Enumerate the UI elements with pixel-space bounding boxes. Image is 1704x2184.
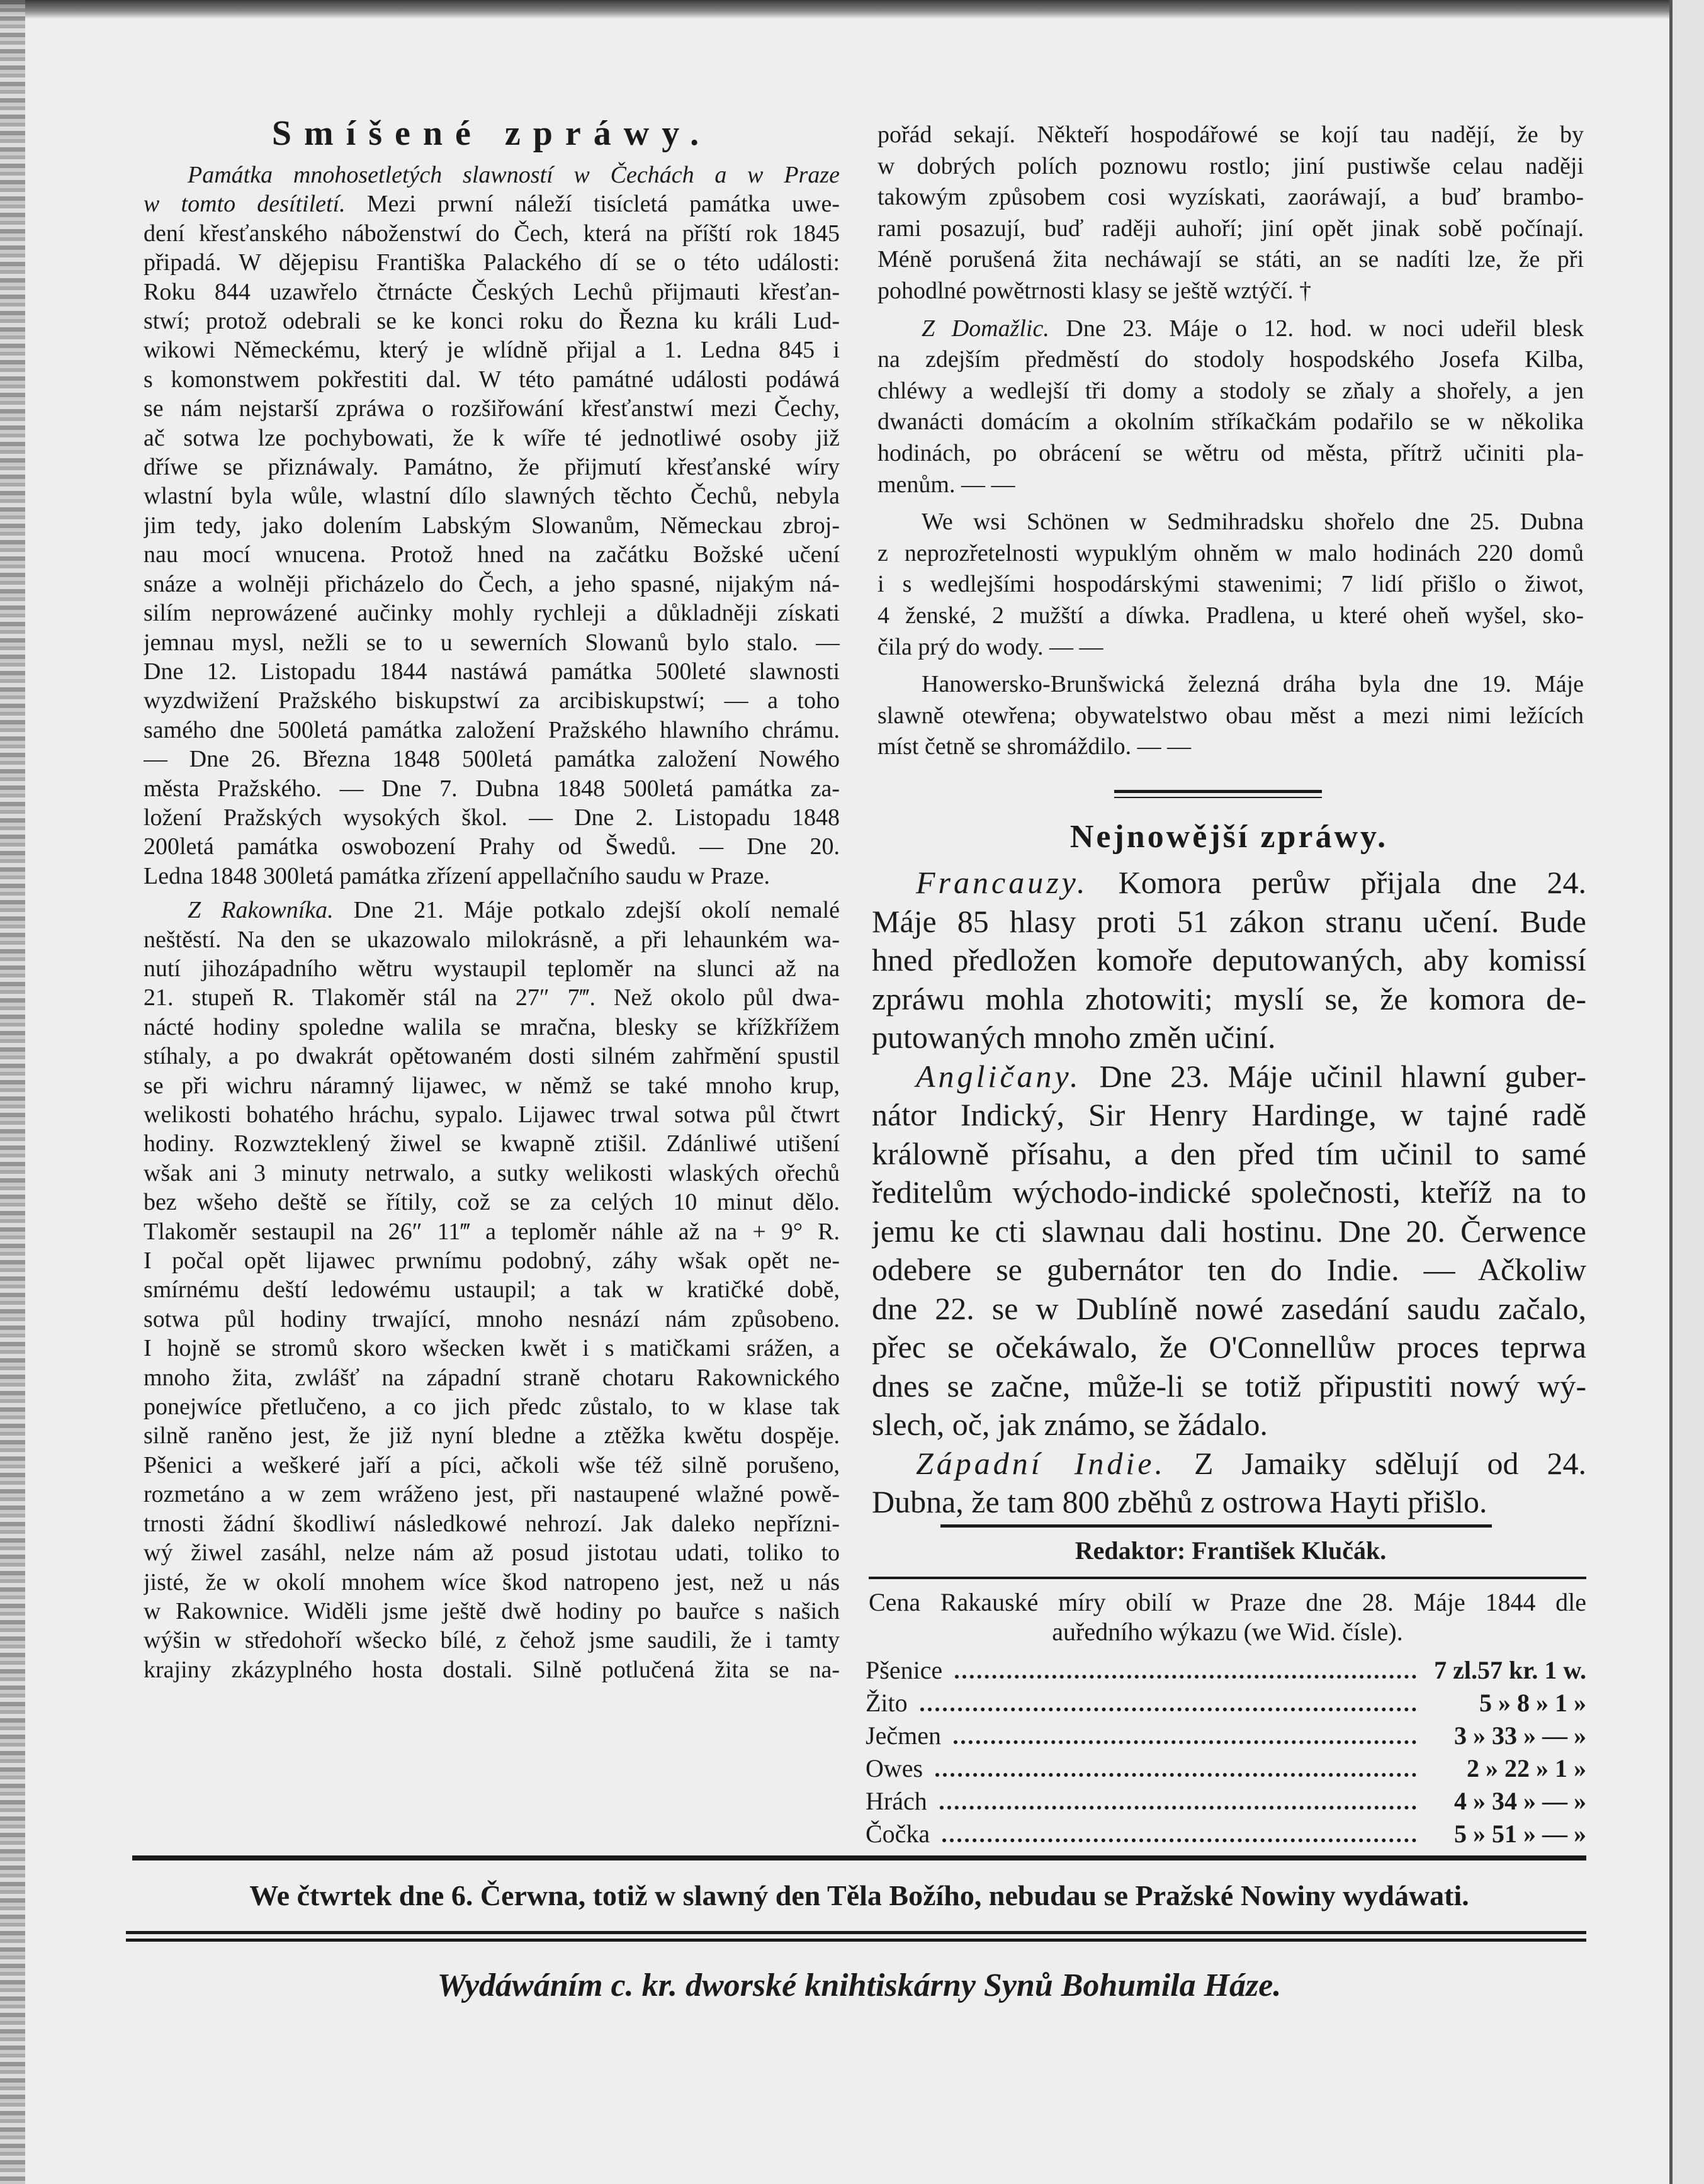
- text-line: jim tedy, jako dolením Labským Slowanům, Německau zbroj-: [144, 512, 840, 539]
- text-line: dwanácti domácím a okolním stříkačkám podařilo se w několika: [877, 408, 1584, 436]
- text-line: wyzdwižení Pražského biskupstwí za arcibiskupstwí; — a toho: [144, 687, 840, 714]
- text-line: ač sotwa lze pochybowati, že k wíře té jednotliwé osoby již: [144, 424, 840, 451]
- text-line: Dne 12. Listopadu 1844 nastáwá památka 500leté slawnosti: [144, 658, 840, 685]
- text-line: rami posazují, buď raději auhoří; jiní opět jinak sobě počínají.: [877, 215, 1584, 242]
- text-line: wlastní byla wůle, wlastní dílo slawných těchto Čechů, nebyla: [144, 483, 840, 510]
- text-line: slech, oč, jak známo, se žádalo.: [872, 1407, 1268, 1442]
- text-line: takowým způsobem cosi wyzískati, zaoráwají, a buď brambo-: [877, 184, 1584, 211]
- text-line: s komonstwem pokřestiti dal. W této památné události podáwá: [144, 366, 840, 393]
- text-line: wýšin w středohoří wšecko bílé, z čehož jsme saudili, že i tamty: [144, 1627, 840, 1654]
- text-line: slawně otewřena; obywatelstwo obau měst a mezi nimi ležících: [877, 702, 1584, 729]
- text-line: [872, 1444, 1586, 1483]
- line-text: Komora perůw přijala dne 24.: [1088, 865, 1586, 900]
- text-line: Méně porušená žita necháwají se státi, an se nadíti lze, že při: [877, 246, 1584, 273]
- price-row: [866, 1654, 1586, 1687]
- lead-italic: w tomto desítiletí.: [144, 191, 346, 218]
- right-column-top: [877, 120, 1584, 769]
- text-line: čila prý do wody. — —: [877, 633, 1103, 660]
- divider-rule: [940, 1524, 1492, 1528]
- double-rule: [126, 1939, 1586, 1942]
- text-line: hodinách, po obrácení se wětru od města, přítrž učiniti pla-: [877, 439, 1584, 466]
- grain-name: Ječmen: [866, 1721, 941, 1750]
- grain-price: 3 » 33 » — »: [1454, 1721, 1586, 1750]
- text-line: sotwa půl hodiny trwající, mnoho nesnází nám způsobeno.: [144, 1305, 840, 1332]
- text-line: w Rakownice. Widěli jsme ještě dwě hodiny po bauřce s našich: [144, 1597, 840, 1624]
- editor-line: Redaktor: František Klučák.: [1075, 1536, 1387, 1565]
- text-line: hned předložen komoře deputowaných, aby komissí: [872, 942, 1586, 977]
- grain-price-title: [869, 1587, 1586, 1646]
- line-text: Z Jamaiky sdělují od 24.: [1165, 1445, 1586, 1481]
- text-line: města Pražského. — Dne 7. Dubna 1848 500letá památka za-: [144, 775, 840, 802]
- dot-leader: [940, 1806, 1416, 1810]
- text-line: nutí jihozápadního wětru wystaupil teploměr na slunci až na: [144, 955, 840, 982]
- grain-price-table: [866, 1654, 1586, 1850]
- price-row: [866, 1687, 1586, 1720]
- text-line: stíhaly, a po dwakrát opětowaném dosti silném zahřmění spustil: [144, 1043, 840, 1070]
- text-line: přec se očekáwalo, že O'Connellůw proces teprwa: [872, 1329, 1586, 1365]
- price-row: [866, 1818, 1586, 1850]
- text-line: I hojně se stromů skoro wšecken kwět i s matičkami srážen, a: [144, 1335, 840, 1362]
- lead-italic: Z Domažlic.: [922, 315, 1049, 342]
- text-line: Ledna 1848 300letá památka zřízení appellačního saudu w Praze.: [144, 862, 770, 889]
- text-line: welikosti bohatého hráchu, sypalo. Lijawec trwal sotwa půl čtwrt: [144, 1101, 840, 1128]
- text-line: w dobrých polích poznowu rostlo; jiní pustiwše celau naději: [877, 152, 1584, 179]
- text-line: jemu ke cti slawnau dali hostinu. Dne 20. Čerwence: [872, 1213, 1586, 1249]
- text-line: We wsi Schönen w Sedmihradsku shořelo dne 25. Dubna: [922, 509, 1584, 536]
- paragraph: [144, 896, 840, 1684]
- text-line: ředitelům wýchodo-indické společnosti, kteříž na to: [872, 1174, 1586, 1210]
- price-row: [866, 1785, 1586, 1818]
- section-heading-latest-news: Nejnowější zpráwy.: [1069, 819, 1389, 855]
- text-line: nau mocí wnucena. Protož hned na začátku Božské učení: [144, 541, 840, 568]
- scan-left-edge: [0, 0, 25, 2184]
- line-text: Mezi prwní náleží tisícletá památka uwe-: [345, 191, 840, 218]
- text-line: se při wichru náramný lijawec, w němž se také mnoho krup,: [144, 1072, 840, 1099]
- text-line: ložení Pražských wysokých škol. — Dne 2. Listopadu 1848: [144, 804, 840, 831]
- grain-price: 7 zl.57 kr. 1 w.: [1434, 1656, 1586, 1684]
- text-line: wý žiwel zasáhl, nelze nám až posud jistotau udati, toliko to: [144, 1539, 840, 1567]
- latest-news-column: [872, 864, 1586, 1522]
- text-line: [144, 189, 840, 218]
- grain-price: 5 » 51 » — »: [1454, 1820, 1586, 1848]
- paragraph: [877, 507, 1584, 663]
- text-line: trnosti žádní škodliwí následkowé nehrozí. Jak daleko nepřízni-: [144, 1510, 840, 1537]
- text-line: putowaných mnoho změn učiní.: [872, 1020, 1276, 1055]
- dot-leader: [955, 1675, 1416, 1679]
- text-line: Hanowersko-Brunšwická železná dráha byla dne 19. Máje: [922, 671, 1584, 698]
- text-line: dne 22. se w Dublíně nowé zasedání saudu začalo,: [872, 1290, 1586, 1326]
- text-line: králowně přísahu, a den před tím učinil to samé: [872, 1135, 1586, 1171]
- text-line: Dubna, že tam 800 zběhů z ostrowa Hayti přišlo.: [872, 1484, 1487, 1519]
- text-line: z neprozřetelnosti wypuklým ohněm w malo hodinách 220 domů: [877, 539, 1584, 566]
- text-line: stwí; protož odebrali se ke konci roku do Řezna ku králi Lud-: [144, 308, 840, 335]
- grain-name: Čočka: [866, 1820, 930, 1848]
- text-line: — Dne 26. Března 1848 500letá památka založení Nowého: [144, 746, 840, 773]
- text-line: jemnau mysl, nežli se to u sewerních Slowanů bylo stalo. —: [144, 629, 840, 656]
- text-line: [872, 1057, 1586, 1096]
- text-line: nácté hodiny spoledne walila se mračna, blesky se křížkřížem: [144, 1013, 840, 1040]
- grain-name: Owes: [866, 1754, 923, 1782]
- paragraph: [872, 1057, 1586, 1444]
- printer-footer: Wydáwáním c. kr. dworské knihtiskárny Synů Bohumila Háze.: [437, 1967, 1282, 2003]
- text-line: odebere se gubernátor ten do Indie. — Ačkoliw: [872, 1252, 1586, 1287]
- divider-rule: [869, 1577, 1586, 1579]
- dot-leader: [935, 1773, 1416, 1777]
- grain-price: 5 » 8 » 1 »: [1479, 1689, 1586, 1717]
- text-line: dříwe se přiznáwaly. Památno, že přijmutí křesťanské wíry: [144, 454, 840, 481]
- text-line: [872, 864, 1586, 903]
- text-line: míst četně se shromáždilo. — —: [877, 733, 1192, 760]
- paragraph: [877, 120, 1584, 307]
- page-right-border: [1669, 0, 1704, 2184]
- text-line: smírnému deští ledowému ustaupil; a tak w kratičké době,: [144, 1276, 840, 1303]
- divider-rule: [1114, 797, 1322, 798]
- text-line: ponejwíce přetlučeno, a co jich předc zůstalo, to w klase tak: [144, 1393, 840, 1421]
- text-line: na zdejším předměstí do stodoly hospodského Josefa Kilba,: [877, 346, 1584, 373]
- line-text: Dne 23. Máje učinil hlawní guber-: [1081, 1058, 1586, 1094]
- text-line: Máje 85 hlasy proti 51 zákon stranu učení. Bude: [872, 903, 1586, 939]
- double-rule: [126, 1931, 1586, 1934]
- lead-italic: Z Rakowníka.: [188, 897, 334, 924]
- text-line: snáze a wolněji přicházelo do Čech, a jeho spasné, nijakým ná-: [144, 570, 840, 597]
- text-line: mnoho žita, zwlášť na západní straně chotaru Rakownického: [144, 1364, 840, 1391]
- text-line: Roku 844 uzawřelo čtrnácte Českých Lechů přijmauti křesťan-: [144, 278, 840, 305]
- dot-leader: [942, 1838, 1416, 1842]
- text-line: dení křesťanského náboženstwí do Čech, která na příští rok 1845: [144, 220, 840, 247]
- text-line: i s wedlejšími hospodárskými stawenimi; 7 lidí přišlo o žiwot,: [877, 571, 1584, 598]
- lead-italic: Angličany.: [916, 1058, 1081, 1094]
- text-line: chléwy a wedlejší tři domy a stodoly se zňaly a shořely, a jen: [877, 377, 1584, 404]
- paragraph: [877, 669, 1584, 763]
- dot-leader: [920, 1708, 1416, 1711]
- line-text: Dne 23. Máje o 12. hod. w noci udeřil blesk: [1049, 315, 1584, 342]
- text-line: zpráwu mohla zhotowiti; myslí se, že komora de-: [872, 981, 1586, 1016]
- price-row: [866, 1720, 1586, 1752]
- paragraph: [144, 160, 840, 891]
- lead-italic: Francauzy.: [916, 865, 1088, 900]
- text-line: pohodlné powětrnosti klasy se ještě wztýčí. †: [877, 277, 1312, 304]
- paragraph: [872, 864, 1586, 1057]
- grain-price: 4 » 34 » — »: [1454, 1787, 1586, 1815]
- text-line: [877, 313, 1584, 345]
- paragraph: [872, 1444, 1586, 1522]
- grain-name: Žito: [866, 1689, 908, 1717]
- text-line: wikowi Německému, který je wlídně přijal a 1. Ledna 845 i: [144, 337, 840, 364]
- text-line: Tlakoměr sestaupil na 26″ 11‴ a teploměr náhle až na + 9° R.: [144, 1218, 840, 1245]
- text-line: menům. — —: [877, 471, 1015, 498]
- text-line: neštěstí. Na den se ukazowalo milokrásně, a při lehaunkém wa-: [144, 926, 840, 953]
- grain-name: Hrách: [866, 1787, 927, 1815]
- dot-leader: [954, 1740, 1416, 1744]
- text-line: rozmetáno a w zem wráženo jest, při nastaupené wlažné powě-: [144, 1481, 840, 1508]
- text-line: připadá. W dějepisu Františka Palackého dí se o této události:: [144, 249, 840, 276]
- grain-price-title-line: auředního wýkazu (we Wid. čísle).: [1052, 1618, 1403, 1646]
- text-line: 200letá památka oswobození Prahy od Šwedů. — Dne 20.: [144, 833, 840, 860]
- text-line: se nám nejstarší zpráwa o rozšiřowání křesťanstwí mezi Čechy,: [144, 395, 840, 422]
- lead-italic: Západní Indie.: [916, 1445, 1166, 1481]
- text-line: bez wšeho deště se řítily, což se za celých 10 minut dělo.: [144, 1189, 840, 1216]
- price-row: [866, 1752, 1586, 1785]
- text-line: I počal opět lijawec prwnímu podobný, záhy wšak opět ne-: [144, 1247, 840, 1275]
- lead-italic: Památka mnohosetletých slawností w Čechách a w Praze: [188, 162, 840, 188]
- text-line: silím neprowázené aučinky mohly rychleji a důkladněji získati: [144, 600, 840, 627]
- left-column: [144, 160, 840, 1689]
- page-bottom-rule: [132, 1855, 1586, 1860]
- text-line: hodiny. Rozwzteklený žiwel se kwapně ztišil. Zdánliwé utišení: [144, 1130, 840, 1157]
- paragraph: [877, 313, 1584, 501]
- text-line: wšak ani 3 minuty netrwalo, a sutky welikosti wlaských ořechů: [144, 1159, 840, 1186]
- text-line: [144, 160, 840, 189]
- grain-price-title-line: Cena Rakauské míry obilí w Praze dne 28. Máje 1844 dle: [869, 1588, 1586, 1616]
- text-line: krajiny zkázyplného hosta dostali. Silně potlučená žita se na-: [144, 1656, 840, 1683]
- text-line: [144, 896, 840, 925]
- text-line: dnes se začne, může-li se totiž připustiti nowý wý-: [872, 1368, 1586, 1404]
- line-text: Dne 21. Máje potkalo zdejší okolí nemalé: [333, 897, 840, 924]
- text-line: 21. stupeň R. Tlakoměr stál na 27″ 7‴. Než okolo půl dwa-: [144, 984, 840, 1011]
- text-line: nátor Indický, Sir Henry Hardinge, w tajné radě: [872, 1097, 1586, 1132]
- text-line: jisté, že w okolí mnohem wíce škod natropeno jest, než u nás: [144, 1568, 840, 1596]
- text-line: silně raněno jest, že již nyní bledne a ztěžka kwětu dospěje.: [144, 1422, 840, 1449]
- text-line: samého dne 500letá památka založení Pražského hlawního chrámu.: [144, 716, 840, 743]
- text-line: pořád sekají. Někteří hospodářowé se kojí tau nadějí, že by: [877, 121, 1584, 148]
- scan-top-edge: [0, 0, 1704, 19]
- section-heading-mixed-news: Smíšené zpráwy.: [271, 114, 712, 153]
- text-line: Pšenici a weškeré jaří a píci, ačkoli wše též silně porušeno,: [144, 1451, 840, 1478]
- grain-name: Pšenice: [866, 1656, 943, 1684]
- divider-rule: [1114, 790, 1322, 793]
- publication-notice: We čtwrtek dne 6. Čerwna, totiž w slawný den Těla Božího, nebudau se Pražské Nowiny wydáwati.: [249, 1879, 1469, 1911]
- grain-price: 2 » 22 » 1 »: [1467, 1754, 1586, 1782]
- text-line: 4 ženské, 2 mužští a díwka. Pradlena, u které oheň wyšel, sko-: [877, 602, 1584, 629]
